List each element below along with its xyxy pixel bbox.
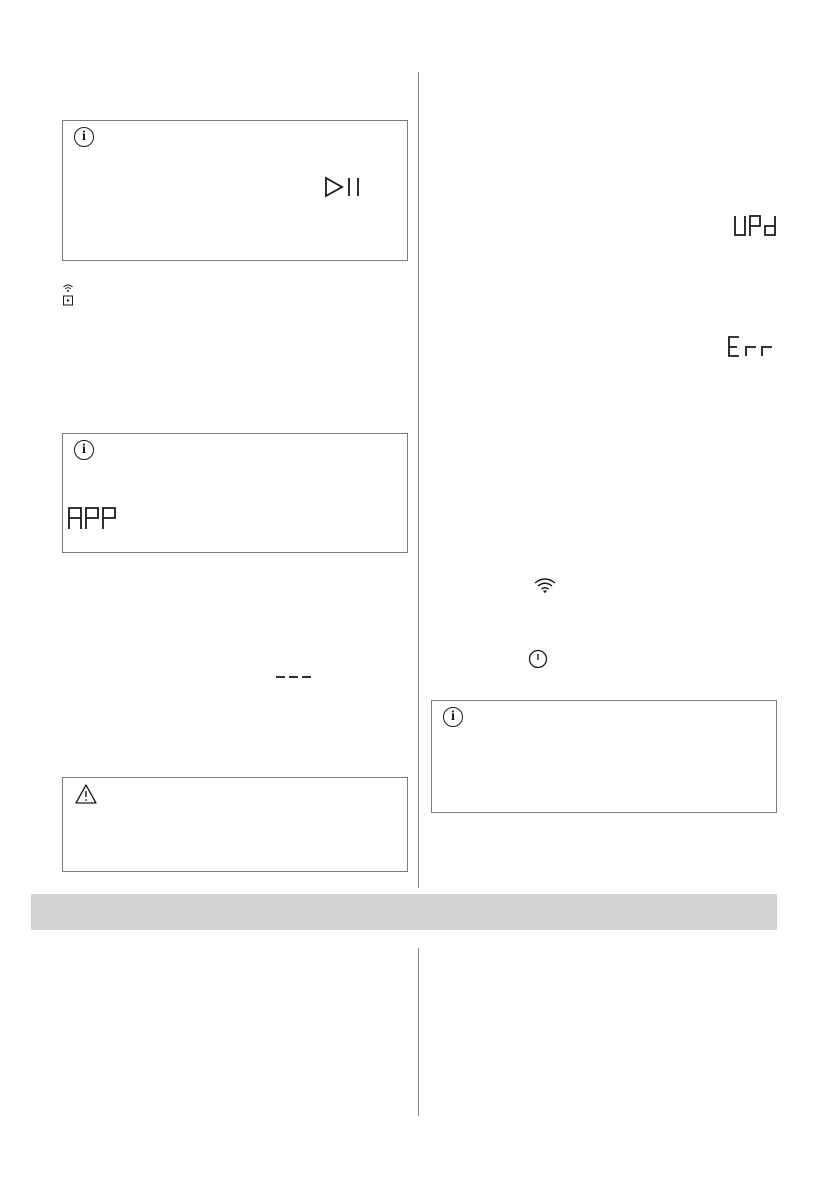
display-code-dashes xyxy=(275,674,313,680)
wifi-remote-icon xyxy=(62,283,74,307)
power-icon xyxy=(528,649,548,669)
warning-triangle-icon xyxy=(74,783,98,805)
info-icon: i xyxy=(443,707,463,727)
info-icon: i xyxy=(74,127,94,147)
display-code-err xyxy=(727,335,777,359)
wifi-icon xyxy=(533,577,557,595)
column-divider-bottom xyxy=(418,948,419,1116)
info-box-play xyxy=(62,120,408,261)
play-pause-icon xyxy=(324,176,364,198)
info-box-app xyxy=(62,433,408,553)
info-icon: i xyxy=(74,440,94,460)
display-code-app xyxy=(67,505,119,531)
column-divider-top xyxy=(418,72,419,888)
warning-box xyxy=(62,777,408,872)
display-code-upd xyxy=(733,214,779,238)
section-header-band xyxy=(31,894,777,930)
info-box-right xyxy=(431,700,777,813)
